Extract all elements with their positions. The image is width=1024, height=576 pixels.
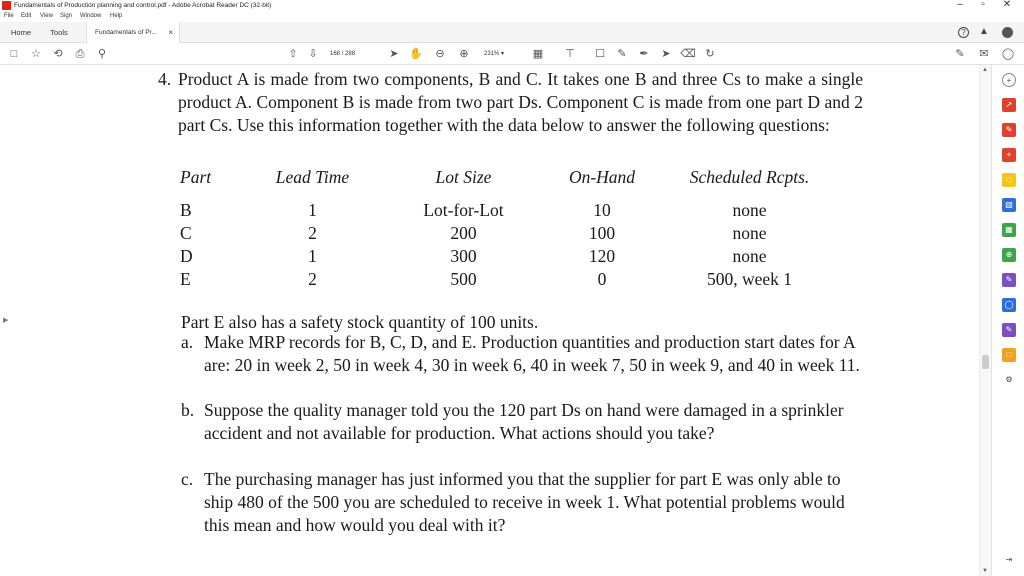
cell-lot-size: 500 xyxy=(450,269,477,289)
subquestion-b xyxy=(181,399,861,445)
table-header-row xyxy=(174,167,817,199)
rotate-icon[interactable]: ↻ xyxy=(705,48,715,60)
page-fit-icon[interactable]: ▦ xyxy=(532,48,544,60)
cell-lot-size: Lot-for-Lot xyxy=(423,200,504,220)
cell-lead-time: 1 xyxy=(308,246,317,266)
main-toolbar xyxy=(0,43,1024,65)
cell-on-hand: 10 xyxy=(593,200,611,220)
zoom-tool-icon[interactable]: + xyxy=(1002,73,1016,87)
tab-row xyxy=(0,22,1024,43)
header-scheduled-receipts: Scheduled Rcpts. xyxy=(689,167,810,187)
restore-button[interactable]: ▫ xyxy=(981,0,985,10)
send-for-signature-icon[interactable]: ✎ xyxy=(1002,323,1016,337)
subquestion-c xyxy=(181,468,861,537)
table-row xyxy=(174,245,817,268)
more-tools-icon[interactable]: ⚙ xyxy=(1002,373,1016,387)
safety-stock-note: Part E also has a safety stock quantity of 100 units. xyxy=(181,312,539,332)
header-lot-size: Lot Size xyxy=(435,167,492,187)
cell-scheduled: none xyxy=(732,200,767,220)
parts-table xyxy=(174,167,817,291)
comment-icon[interactable]: ☐ xyxy=(595,48,605,60)
question-number: 4. xyxy=(158,69,172,89)
cell-part: E xyxy=(180,269,191,289)
subquestion-label: a. xyxy=(181,332,194,352)
zoom-out-icon[interactable]: ⊖ xyxy=(435,48,445,60)
title-bar xyxy=(0,0,1024,11)
expand-pane-icon[interactable]: ⇥ xyxy=(1002,553,1016,567)
header-lead-time: Lead Time xyxy=(275,167,350,187)
minimize-button[interactable]: – xyxy=(957,0,963,10)
scroll-mode-icon[interactable]: ⊤ xyxy=(565,48,575,60)
page-current[interactable]: 168 xyxy=(330,51,341,57)
cell-on-hand: 0 xyxy=(597,269,607,289)
document-tab-close-icon[interactable]: × xyxy=(168,28,173,37)
highlight-pen-icon[interactable]: ✎ xyxy=(617,48,627,60)
table-row xyxy=(174,222,817,245)
bookmark-star-icon[interactable]: ☆ xyxy=(31,48,41,60)
table-row xyxy=(174,268,817,291)
scroll-down-icon[interactable]: ▼ xyxy=(982,568,988,574)
notifications-bell-icon[interactable]: ▲ xyxy=(979,26,989,37)
help-icon[interactable]: ? xyxy=(958,27,969,38)
header-on-hand: On-Hand xyxy=(568,167,636,187)
zoom-in-icon[interactable]: ⊕ xyxy=(459,48,469,60)
cell-lead-time: 2 xyxy=(308,223,317,243)
page-total: 288 xyxy=(345,51,356,57)
cell-part: D xyxy=(180,246,193,266)
export-pdf-icon[interactable]: ↗ xyxy=(1002,98,1016,112)
search-icon[interactable]: ⚲ xyxy=(97,48,107,60)
next-page-icon[interactable]: ⇩ xyxy=(308,48,318,60)
page-number[interactable] xyxy=(330,48,355,60)
header-part: Part xyxy=(180,167,212,187)
document-tab-label: Fundamentals of Pr... xyxy=(95,29,157,36)
cell-on-hand: 120 xyxy=(588,246,616,266)
cell-part: B xyxy=(180,200,192,220)
organize-pages-icon[interactable]: ▦ xyxy=(1002,223,1016,237)
user-account-icon[interactable]: ◯ xyxy=(1001,48,1015,60)
acrobat-logo-icon xyxy=(2,1,11,10)
previous-page-icon[interactable]: ⇧ xyxy=(288,48,298,60)
cell-lead-time: 2 xyxy=(308,269,317,289)
menu-edit[interactable]: Edit xyxy=(21,13,32,19)
cell-lot-size: 200 xyxy=(450,223,477,243)
create-pdf-icon[interactable]: □ xyxy=(10,48,18,60)
subquestion-label: b. xyxy=(181,400,195,420)
fill-and-sign-icon[interactable]: ✎ xyxy=(1002,273,1016,287)
question-4 xyxy=(158,68,863,137)
zoom-level[interactable]: 231% ▾ xyxy=(484,51,505,57)
rich-media-icon[interactable]: □ xyxy=(1002,348,1016,362)
menu-view[interactable]: View xyxy=(40,13,53,19)
sign-icon[interactable]: ✒ xyxy=(639,48,649,60)
page-separator: / xyxy=(341,51,344,57)
create-pdf-tool-icon[interactable]: + xyxy=(1002,148,1016,162)
tab-tools[interactable]: Tools xyxy=(50,28,68,37)
subquestion-label: c. xyxy=(181,469,194,489)
menu-bar xyxy=(0,11,1024,22)
document-tab[interactable] xyxy=(86,22,180,43)
subquestion-a xyxy=(181,331,861,377)
email-icon[interactable]: ✉ xyxy=(979,48,989,60)
tab-home[interactable]: Home xyxy=(10,28,31,37)
menu-file[interactable]: File xyxy=(4,13,14,19)
document-view[interactable] xyxy=(0,65,979,576)
hand-tool-icon[interactable]: ✋ xyxy=(409,48,423,60)
zoom-value[interactable]: 231% xyxy=(484,51,500,57)
share-icon[interactable]: ⟲ xyxy=(53,48,63,60)
cell-on-hand: 100 xyxy=(588,223,616,243)
close-button[interactable]: ✕ xyxy=(1002,0,1012,10)
scroll-thumb[interactable] xyxy=(982,355,989,369)
protect-icon[interactable]: ◯ xyxy=(1002,298,1016,312)
table-row xyxy=(174,199,817,222)
window-title: Fundamentals of Production planning and control.pdf - Adobe Acrobat Reader DC (32-bit) xyxy=(14,2,272,9)
subquestion-text: Suppose the quality manager told you the 120 part Ds on hand were damaged in a sprinkler accident and not available for production. What actions should you take? xyxy=(204,400,844,443)
comment-tool-icon[interactable]: □ xyxy=(1002,173,1016,187)
print-icon[interactable]: ⎙ xyxy=(75,48,85,60)
delete-icon[interactable]: ⌫ xyxy=(680,48,696,60)
cell-part: C xyxy=(180,223,192,243)
menu-sign[interactable]: Sign xyxy=(60,13,73,19)
cell-scheduled: 500, week 1 xyxy=(706,269,793,289)
menu-help[interactable]: Help xyxy=(110,13,123,19)
cell-lead-time: 1 xyxy=(308,200,317,220)
cell-scheduled: none xyxy=(732,246,767,266)
stamp-icon[interactable]: ➤ xyxy=(661,48,671,60)
fill-sign-icon[interactable]: ✎ xyxy=(955,48,965,60)
select-cursor-icon[interactable]: ➤ xyxy=(389,48,399,60)
subquestion-text: The purchasing manager has just informed you that the supplier for part E was only able to ship 480 of the 500 you are scheduled to receive in week 1. What potential problems would this mean and how would you deal with it? xyxy=(204,469,845,535)
right-tools-pane xyxy=(991,65,1024,576)
scroll-up-icon[interactable]: ▲ xyxy=(982,67,988,73)
vertical-scrollbar[interactable] xyxy=(979,65,991,576)
subquestion-text: Make MRP records for B, C, D, and E. Production quantities and production start dates for A are: 20 in week 2, 50 in week 4, 30 in week 6, 40 in week 7, 50 in week 9, and 40 in week 11. xyxy=(204,332,860,375)
cell-lot-size: 300 xyxy=(450,246,477,266)
question-text: Product A is made from two components, B and C. It takes one B and three Cs to make a single product A. Component B is made from two part Ds. Component C is made from one part D and 2 part Cs. Use this information together with the data below to answer the following questions: xyxy=(178,69,863,135)
combine-files-icon[interactable]: ▧ xyxy=(1002,198,1016,212)
edit-pdf-icon[interactable]: ✎ xyxy=(1002,123,1016,137)
collapse-left-pane-icon[interactable]: ▶ xyxy=(3,317,9,324)
account-avatar-icon[interactable] xyxy=(1002,27,1013,38)
compress-pdf-icon[interactable]: ⊕ xyxy=(1002,248,1016,262)
menu-window[interactable]: Window xyxy=(80,13,102,19)
cell-scheduled: none xyxy=(732,223,767,243)
